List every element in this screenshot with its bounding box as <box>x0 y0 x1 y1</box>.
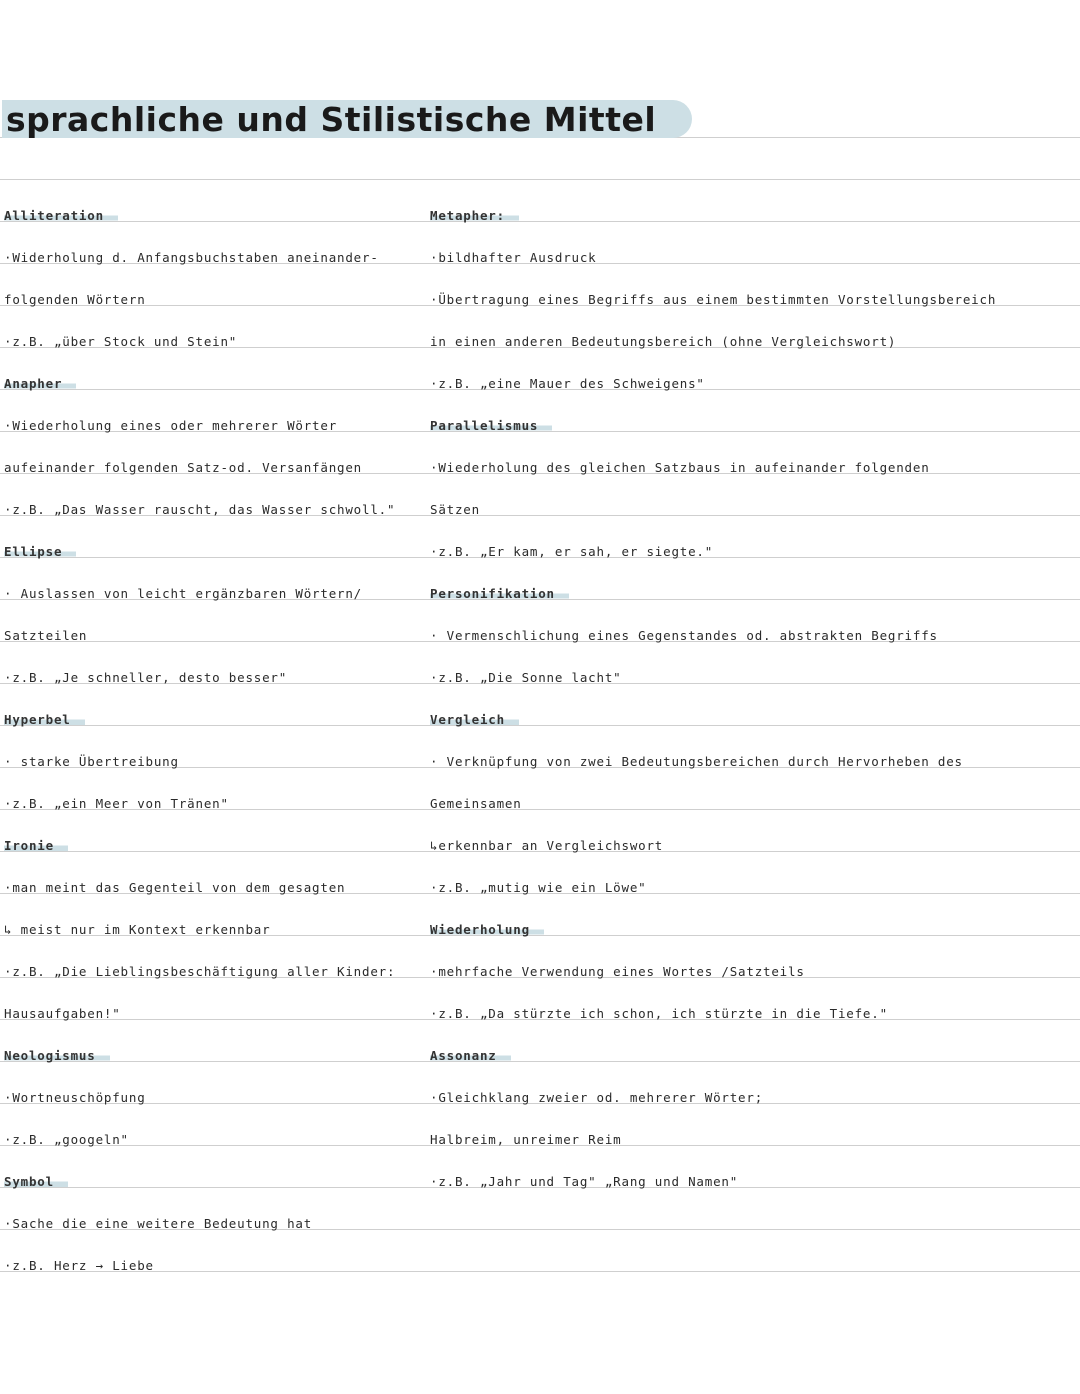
term-heading <box>4 830 414 872</box>
term-heading <box>4 1166 414 1208</box>
term-heading-label: Wiederholung <box>430 922 544 937</box>
definition-line: ·bildhafter Ausdruck <box>430 250 597 265</box>
definition-line: ·z.B. „Er kam, er sah, er siegte." <box>430 544 714 559</box>
term-heading <box>430 578 1070 620</box>
page-title-block <box>0 98 694 140</box>
definition-line: Sätzen <box>430 502 480 517</box>
definition-line: in einen anderen Bedeutungsbereich (ohne Vergleichswort) <box>430 334 897 349</box>
term-heading-label: Ironie <box>4 838 68 853</box>
term-heading <box>430 410 1070 452</box>
definition-line: ·z.B. „Die Sonne lacht" <box>430 670 622 685</box>
definition-line: ·z.B. „eine Mauer des Schweigens" <box>430 376 705 391</box>
term-heading-label: Ellipse <box>4 544 76 559</box>
definition-line: ·Wortneuschöpfung <box>4 1090 146 1105</box>
definition-line: Satzteilen <box>4 628 88 643</box>
definition-line: Gemeinsamen <box>430 796 522 811</box>
term-heading-label: Personifikation <box>430 586 569 601</box>
definition-line: ↳ meist nur im Kontext erkennbar <box>4 922 271 937</box>
definition-line: ·Wiederholung eines oder mehrerer Wörter <box>4 418 338 433</box>
term-heading <box>4 368 414 410</box>
term-heading <box>430 200 1070 242</box>
definition-line: ↳erkennbar an Vergleichswort <box>430 838 664 853</box>
term-heading <box>4 1040 414 1082</box>
term-heading <box>4 704 414 746</box>
term-heading-label: Neologismus <box>4 1048 110 1063</box>
term-heading-label: Alliteration <box>4 208 118 223</box>
term-heading-label: Anapher <box>4 376 76 391</box>
right-column <box>430 200 1070 1208</box>
definition-line: ·Wiederholung des gleichen Satzbaus in aufeinander folgenden <box>430 460 930 475</box>
definition-line: Hausaufgaben!" <box>4 1006 121 1021</box>
definition-line: · Verknüpfung von zwei Bedeutungsbereichen durch Hervorheben des <box>430 754 963 769</box>
definition-line: ·z.B. „Das Wasser rauscht, das Wasser schwoll." <box>4 502 396 517</box>
term-heading-label: Hyperbel <box>4 712 85 727</box>
definition-line: ·Widerholung d. Anfangsbuchstaben aneinander- <box>4 250 379 265</box>
definition-line: ·Gleichklang zweier od. mehrerer Wörter; <box>430 1090 764 1105</box>
definition-line: aufeinander folgenden Satz-od. Versanfängen <box>4 460 363 475</box>
term-heading <box>430 914 1070 956</box>
page-top-margin <box>0 0 1080 96</box>
page-title: sprachliche und Stilistische Mittel <box>6 100 657 139</box>
term-heading <box>430 1040 1070 1082</box>
definition-line: ·z.B. „Die Lieblingsbeschäftigung aller Kinder: <box>4 964 396 979</box>
definition-line: · Vermenschlichung eines Gegenstandes od. abstrakten Begriffs <box>430 628 938 643</box>
definition-line: ·z.B. „googeln" <box>4 1132 129 1147</box>
term-heading-label: Symbol <box>4 1174 68 1189</box>
definition-line: ·z.B. „Jahr und Tag" „Rang und Namen" <box>430 1174 739 1189</box>
definition-line: · starke Übertreibung <box>4 754 179 769</box>
definition-line: folgenden Wörtern <box>4 292 146 307</box>
page-bottom-margin <box>0 1276 1080 1394</box>
definition-line: ·z.B. „mutig wie ein Löwe" <box>430 880 647 895</box>
definition-line: ·z.B. „über Stock und Stein" <box>4 334 238 349</box>
definition-line: ·mehrfache Verwendung eines Wortes /Satzteils <box>430 964 805 979</box>
definition-line: Halbreim, unreimer Reim <box>430 1132 622 1147</box>
term-heading-label: Parallelismus <box>430 418 552 433</box>
term-heading <box>430 704 1070 746</box>
term-heading-label: Assonanz <box>430 1048 511 1063</box>
definition-line: ·Sache die eine weitere Bedeutung hat <box>4 1216 313 1231</box>
term-heading <box>4 536 414 578</box>
definition-line: ·Übertragung eines Begriffs aus einem bestimmten Vorstellungsbereich <box>430 292 997 307</box>
term-heading-label: Vergleich <box>430 712 519 727</box>
definition-line: ·z.B. „ein Meer von Tränen" <box>4 796 229 811</box>
definition-line: ·z.B. „Je schneller, desto besser" <box>4 670 288 685</box>
definition-line: ·man meint das Gegenteil von dem gesagten <box>4 880 346 895</box>
term-heading-label: Metapher: <box>430 208 519 223</box>
definition-line: · Auslassen von leicht ergänzbaren Wörtern/ <box>4 586 363 601</box>
left-column <box>4 200 414 1292</box>
definition-line: ·z.B. „Da stürzte ich schon, ich stürzte in die Tiefe." <box>430 1006 888 1021</box>
definition-line: ·z.B. Herz → Liebe <box>4 1258 154 1273</box>
term-heading <box>4 200 414 242</box>
